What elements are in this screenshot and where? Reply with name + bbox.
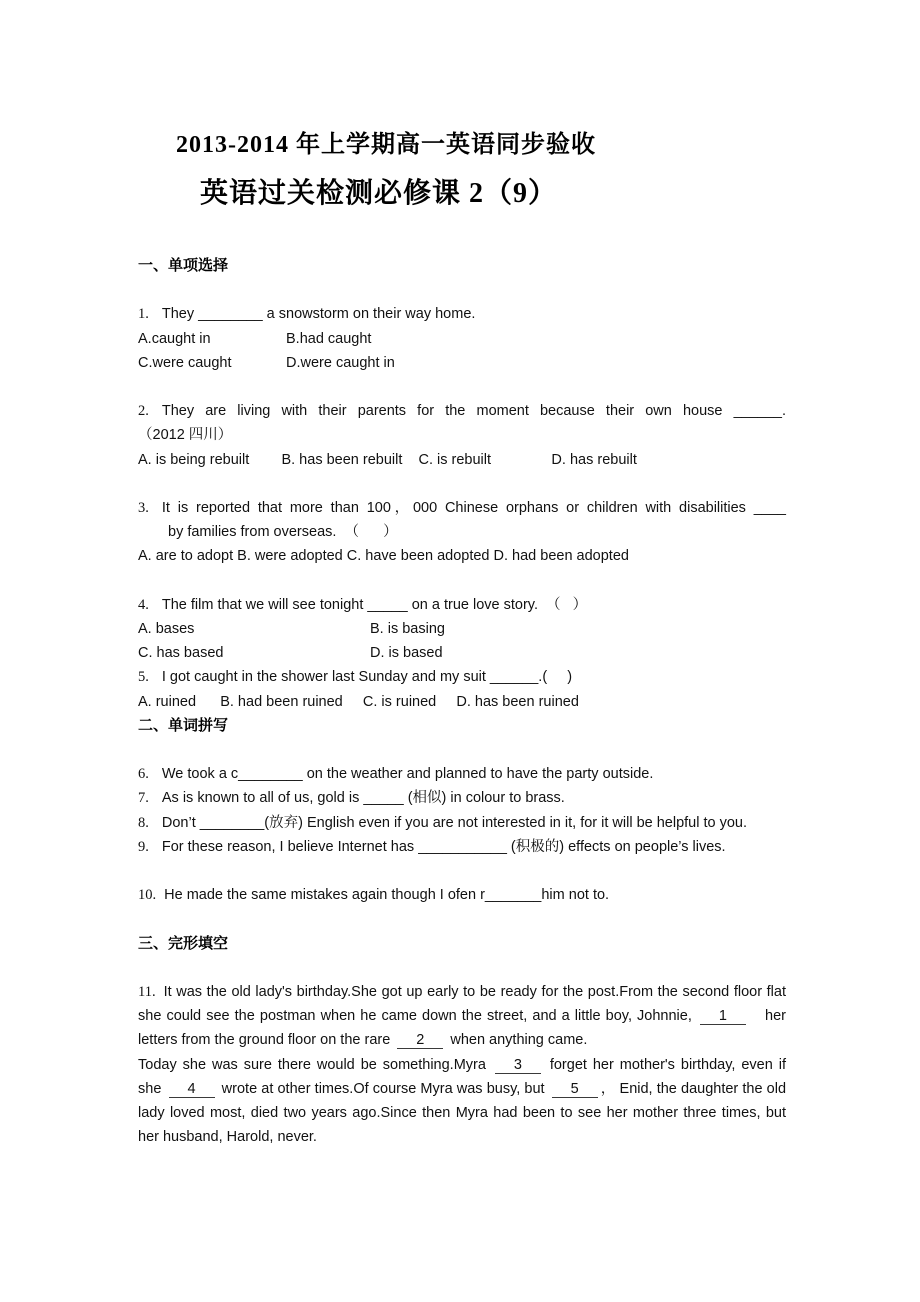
option-c: C. has based bbox=[138, 645, 224, 662]
question-4-options-row-1 bbox=[138, 617, 786, 641]
question-2-options-row: A. is being rebuilt B. has been rebuilt C. is rebuilt D. has rebuilt bbox=[138, 451, 637, 468]
question-2-source-note: （2012 四川） bbox=[138, 427, 233, 444]
option-d: D. is based bbox=[370, 645, 443, 662]
section-2-heading: 二、单词拼写 bbox=[138, 716, 229, 734]
option-b: B.had caught bbox=[286, 330, 372, 347]
cloze-paragraph-2 bbox=[138, 1053, 786, 1150]
question-number: 2. bbox=[138, 403, 149, 420]
section-3-heading: 三、完形填空 bbox=[138, 934, 229, 952]
question-8 bbox=[138, 811, 786, 835]
cloze-text: wrote at other times.Of course Myra was busy, but bbox=[221, 1080, 545, 1097]
question-text: For these reason, I believe Internet has ___________ (积极的) effects on people’s lives. bbox=[161, 838, 726, 855]
cloze-text: Today she was sure there would be something.Myra bbox=[138, 1056, 486, 1073]
question-number: 8. bbox=[138, 814, 149, 831]
option-a: A. bases bbox=[138, 620, 195, 637]
question-9 bbox=[138, 835, 786, 859]
question-number: 11. bbox=[138, 983, 156, 1000]
question-4-stem bbox=[138, 593, 786, 617]
question-stem-text: They are living with their parents for the moment because their own house ______. bbox=[161, 403, 786, 420]
cloze-blank-3: 3 bbox=[495, 1057, 541, 1074]
question-number: 7. bbox=[138, 790, 149, 807]
cloze-text: forget her mother's birthday, even if she bbox=[138, 1056, 787, 1097]
question-number: 4. bbox=[138, 596, 149, 613]
question-number: 10. bbox=[138, 887, 157, 904]
question-text: Don’t ________(放弃) English even if you are not interested in it, for it will be helpful to you. bbox=[161, 814, 748, 831]
question-number: 9. bbox=[138, 838, 149, 855]
question-7 bbox=[138, 786, 786, 810]
cloze-blank-1: 1 bbox=[700, 1008, 746, 1025]
question-5-stem bbox=[138, 665, 786, 689]
option-c: C.were caught bbox=[138, 354, 232, 371]
question-3 bbox=[138, 496, 786, 569]
question-number: 6. bbox=[138, 766, 149, 783]
question-5-options-row: A. ruined B. had been ruined C. is ruined D. has been ruined bbox=[138, 693, 579, 710]
question-2 bbox=[138, 399, 786, 472]
question-text: We took a c________ on the weather and planned to have the party outside. bbox=[161, 766, 654, 783]
question-3-stem-line-1 bbox=[138, 496, 786, 520]
section-1-heading: 一、单项选择 bbox=[138, 257, 229, 274]
question-stem-text: The film that we will see tonight _____ on a true love story. （ ） bbox=[161, 596, 588, 613]
question-3-stem-line-2: by families from overseas. （ ） bbox=[168, 524, 398, 541]
question-1-options-row-2 bbox=[138, 351, 786, 375]
cloze-text: ， Enid, the daughter the old lady loved most, died two years ago.Since then Myra had been to see her mother three times, but her husband, Harold, never. bbox=[138, 1080, 787, 1146]
question-6 bbox=[138, 762, 786, 786]
question-number: 3. bbox=[138, 499, 149, 516]
question-2-stem bbox=[138, 399, 786, 423]
document-content bbox=[138, 0, 786, 1149]
question-number: 5. bbox=[138, 669, 149, 686]
question-number: 1. bbox=[138, 306, 149, 323]
question-3-options-row: A. are to adopt B. were adopted C. have been adopted D. had been adopted bbox=[138, 548, 629, 565]
question-text: As is known to all of us, gold is _____ (相似) in colour to brass. bbox=[161, 790, 565, 807]
question-1-stem bbox=[138, 302, 786, 326]
cloze-paragraph-1 bbox=[138, 980, 786, 1053]
cloze-text: when anything came. bbox=[450, 1032, 588, 1049]
cloze-blank-2: 2 bbox=[397, 1032, 443, 1049]
cloze-blank-5: 5 bbox=[552, 1081, 598, 1098]
question-4-options-row-2 bbox=[138, 641, 786, 665]
question-stem-text: They ________ a snowstorm on their way home. bbox=[161, 306, 476, 323]
cloze-text: It was the old lady's birthday.She got up early to be ready for the post.From the second floor flat she could see the postman when he came down the street, and a little boy, Johnnie, bbox=[138, 983, 786, 1025]
doc-title-line-1: 2013-2014 年上学期高一英语同步验收 bbox=[176, 132, 596, 158]
question-4 bbox=[138, 593, 786, 666]
question-text: He made the same mistakes again though I ofen r_______him not to. bbox=[164, 887, 610, 904]
option-b: B. is basing bbox=[370, 620, 445, 637]
question-1-options-row-1 bbox=[138, 327, 786, 351]
question-10 bbox=[138, 883, 786, 907]
question-5 bbox=[138, 665, 786, 713]
cloze-blank-4: 4 bbox=[169, 1081, 215, 1098]
question-stem-text: It is reported that more than 100，000 Chinese orphans or children with disabilities ____ bbox=[161, 499, 786, 516]
cloze-text: her letters from the ground floor on the rare bbox=[138, 1008, 786, 1049]
doc-title-line-2: 英语过关检测必修课 2（9） bbox=[200, 178, 558, 209]
option-a: A.caught in bbox=[138, 330, 211, 347]
question-1 bbox=[138, 302, 786, 375]
option-d: D.were caught in bbox=[286, 354, 395, 371]
question-stem-text: I got caught in the shower last Sunday and my suit ______.( ) bbox=[161, 669, 573, 686]
